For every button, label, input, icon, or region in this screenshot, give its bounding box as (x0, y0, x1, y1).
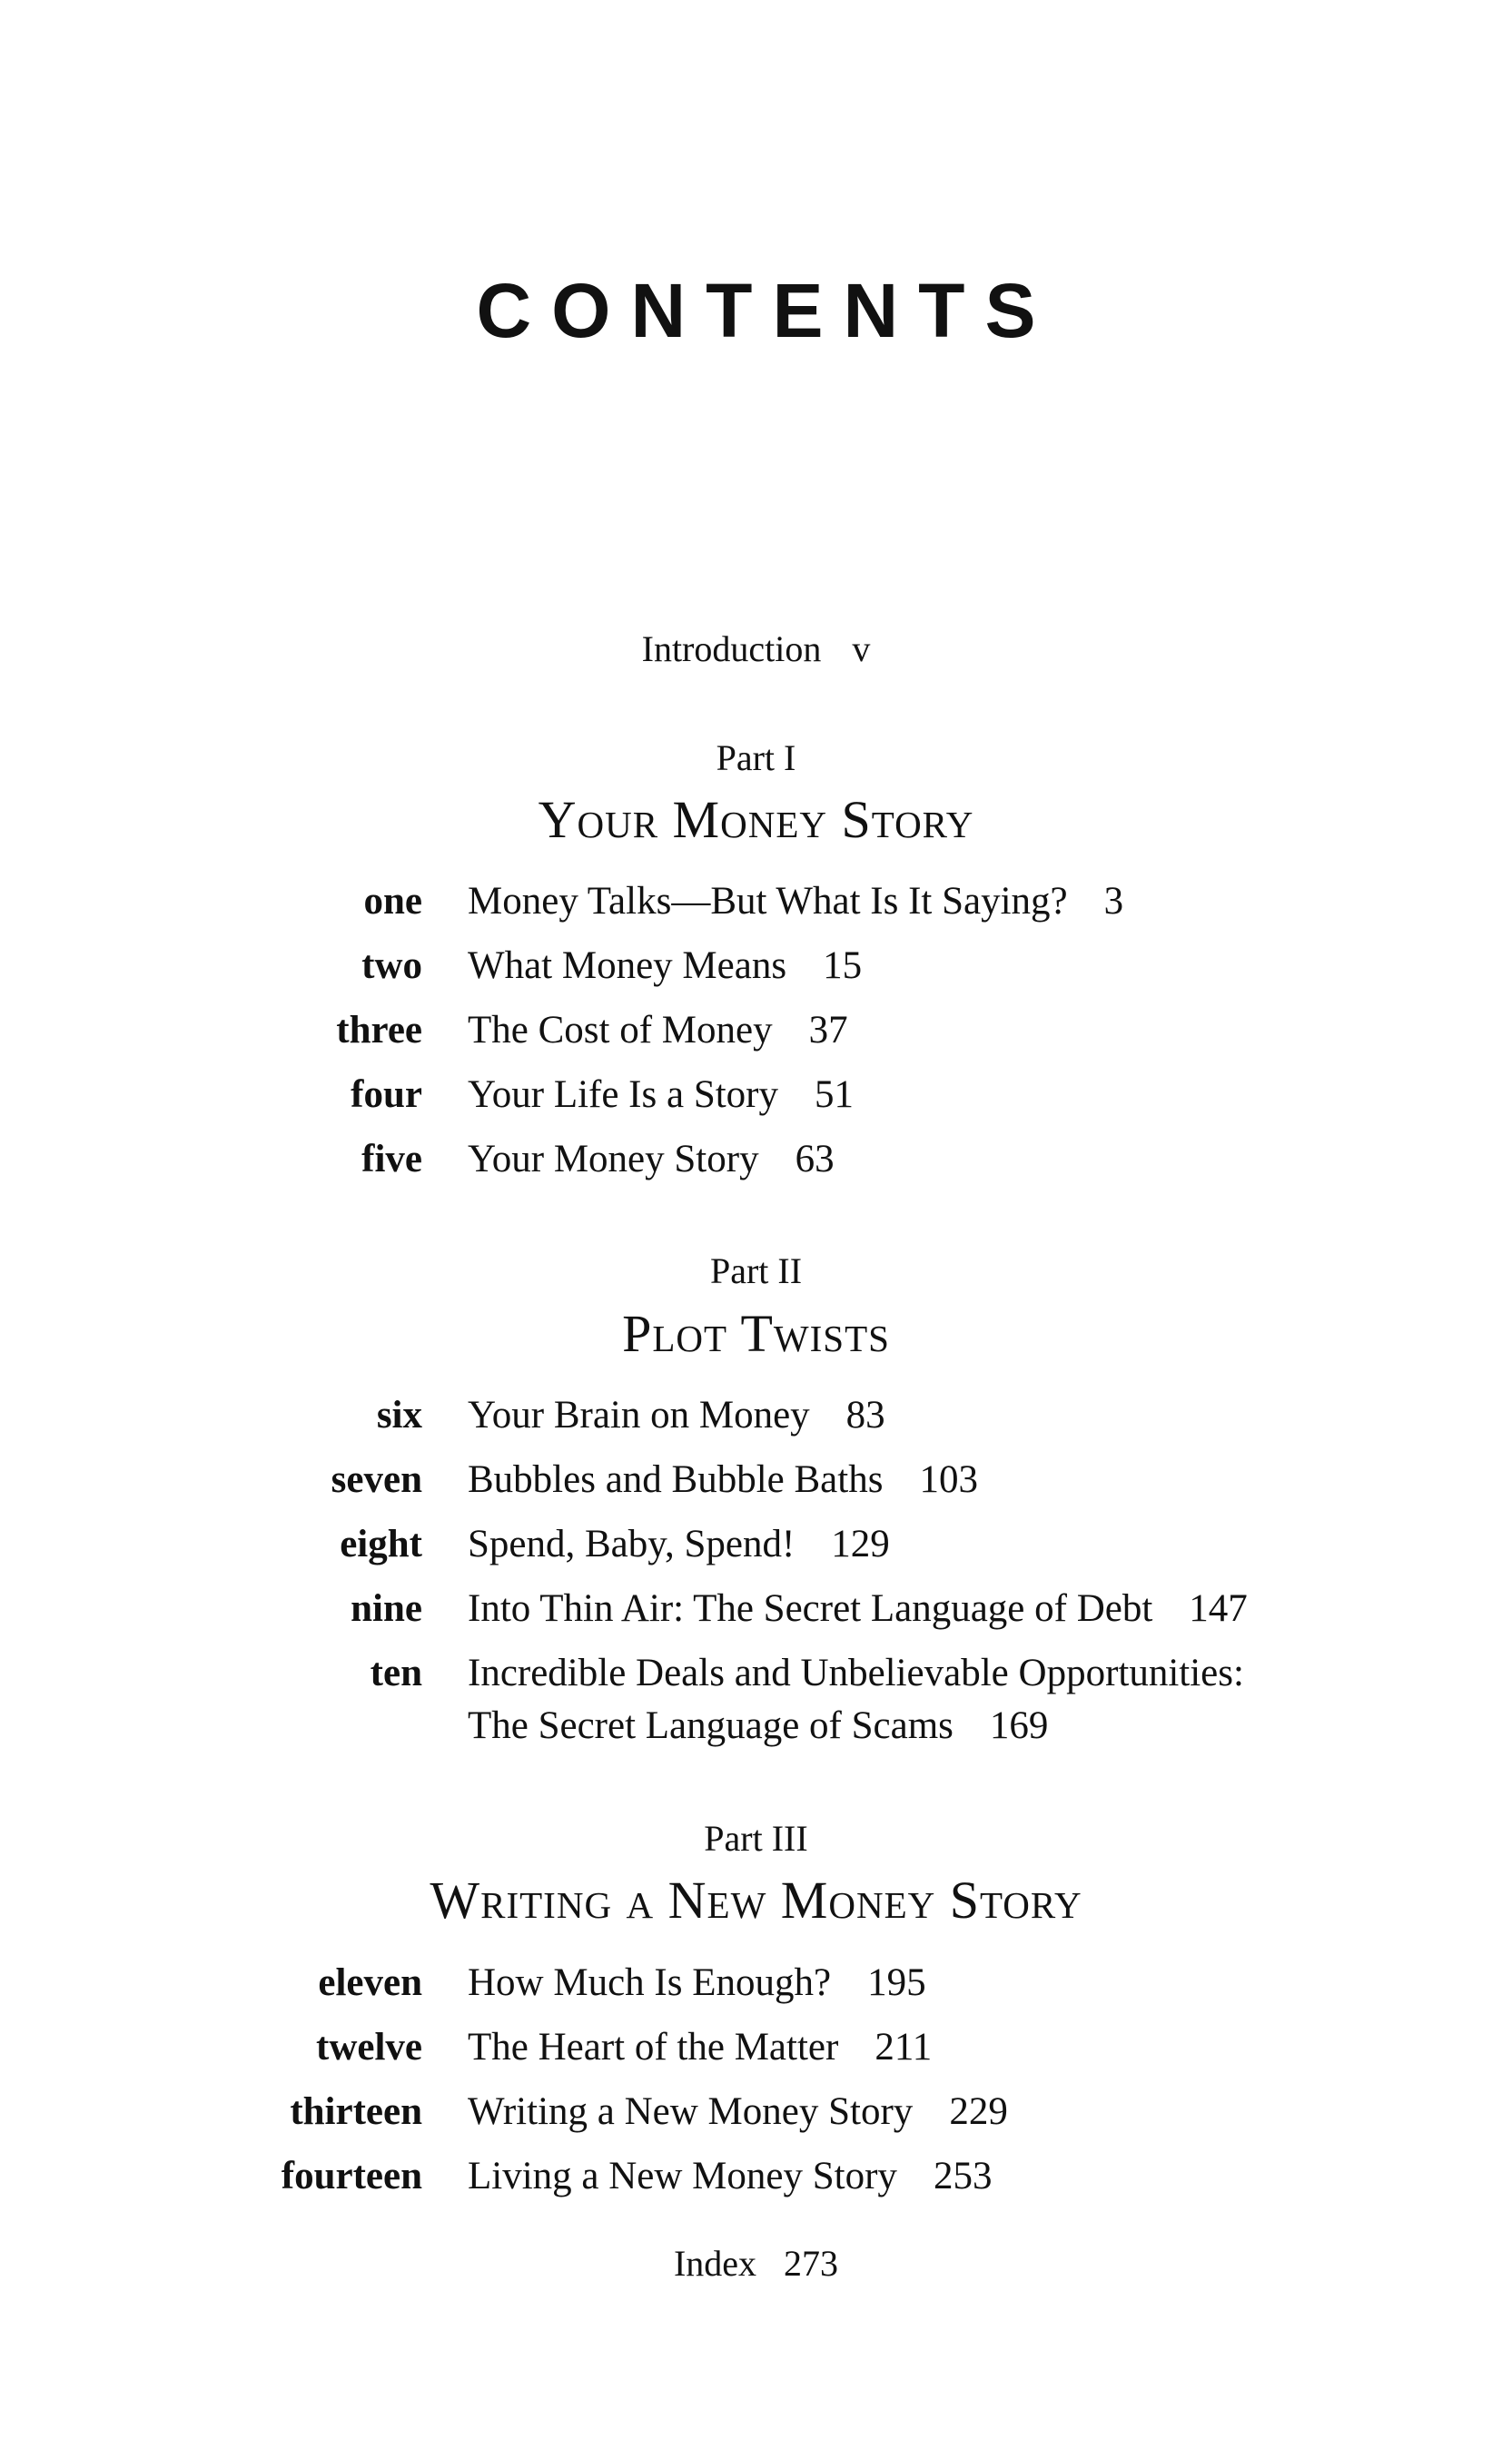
toc-entry-chapter-eleven[interactable] (0, 1957, 1512, 2021)
chapter-number: eight (340, 1523, 422, 1565)
part-3-chapter-list (0, 1957, 1512, 2215)
part-2-title: Plot Twists (622, 1304, 890, 1363)
index-label: Index (673, 2243, 757, 2284)
toc-entry-chapter-eight[interactable] (0, 1518, 1512, 1583)
chapter-page: 15 (823, 944, 863, 987)
chapter-title: Into Thin Air: The Secret Language of Debt (468, 1587, 1153, 1630)
chapter-title: Bubbles and Bubble Baths (468, 1458, 884, 1501)
chapter-title-continued: The Secret Language of Scams (468, 1704, 954, 1747)
chapter-page: 129 (831, 1523, 890, 1565)
chapter-page: 195 (867, 1961, 926, 2004)
chapter-number: thirteen (290, 2090, 422, 2133)
chapter-title: Living a New Money Story (468, 2155, 897, 2197)
chapter-title: Your Life Is a Story (468, 1073, 779, 1116)
chapter-number: four (351, 1073, 422, 1116)
chapter-number: three (336, 1009, 422, 1052)
chapter-number: one (363, 880, 422, 923)
part-3-label: Part III (704, 1818, 808, 1859)
toc-entry-chapter-twelve[interactable] (0, 2021, 1512, 2086)
introduction-label: Introduction (641, 628, 822, 669)
part-2-label: Part II (709, 1250, 803, 1291)
toc-entry-chapter-five[interactable] (0, 1133, 1512, 1198)
introduction-page: v (852, 628, 871, 669)
part-1-chapter-list (0, 875, 1512, 1198)
chapter-title: Spend, Baby, Spend! (468, 1523, 796, 1565)
chapter-page: 83 (845, 1394, 885, 1437)
chapter-page: 51 (815, 1073, 855, 1116)
chapter-page: 169 (989, 1704, 1049, 1747)
chapter-number: six (376, 1394, 422, 1437)
chapter-page: 103 (919, 1458, 978, 1501)
chapter-page: 147 (1189, 1587, 1248, 1630)
toc-entry-chapter-nine[interactable] (0, 1583, 1512, 1647)
index-page: 273 (784, 2243, 839, 2284)
part-3-title: Writing a New Money Story (430, 1871, 1082, 1930)
chapter-title: How Much Is Enough? (468, 1961, 832, 2004)
chapter-page: 211 (875, 2026, 933, 2069)
toc-entry-chapter-three[interactable] (0, 1004, 1512, 1069)
chapter-number: ten (370, 1652, 422, 1694)
chapter-title: The Heart of the Matter (468, 2026, 839, 2069)
toc-entry-chapter-four[interactable] (0, 1069, 1512, 1133)
chapter-title: Your Money Story (468, 1138, 759, 1180)
part-2-chapter-list (0, 1389, 1512, 1756)
chapter-page: 63 (795, 1138, 835, 1180)
chapter-number: five (361, 1138, 422, 1180)
chapter-page: 37 (808, 1009, 848, 1052)
chapter-title: What Money Means (468, 944, 787, 987)
toc-index[interactable] (0, 2241, 1512, 2286)
toc-introduction[interactable] (0, 627, 1512, 672)
toc-entry-chapter-ten[interactable] (0, 1647, 1512, 1756)
chapter-number: twelve (316, 2026, 422, 2069)
chapter-page: 229 (949, 2090, 1008, 2133)
chapter-number: fourteen (281, 2155, 422, 2197)
chapter-title: Your Brain on Money (468, 1394, 810, 1437)
chapter-number: nine (351, 1587, 422, 1630)
toc-entry-chapter-two[interactable] (0, 940, 1512, 1004)
toc-entry-chapter-one[interactable] (0, 875, 1512, 940)
chapter-number: seven (331, 1458, 422, 1501)
chapter-page: 253 (933, 2155, 993, 2197)
page-title: CONTENTS (476, 268, 1056, 353)
toc-entry-chapter-six[interactable] (0, 1389, 1512, 1454)
toc-entry-chapter-seven[interactable] (0, 1454, 1512, 1518)
chapter-title: Incredible Deals and Unbelievable Opportunities: (468, 1652, 1244, 1694)
chapter-number: two (361, 944, 422, 987)
part-1-title: Your Money Story (538, 790, 974, 849)
chapter-page: 3 (1103, 880, 1124, 923)
part-1-label: Part I (716, 737, 796, 778)
chapter-number: eleven (318, 1961, 422, 2004)
toc-entry-chapter-fourteen[interactable] (0, 2150, 1512, 2215)
chapter-title: Writing a New Money Story (468, 2090, 914, 2133)
toc-entry-chapter-thirteen[interactable] (0, 2086, 1512, 2150)
chapter-title: Money Talks—But What Is It Saying? (468, 880, 1068, 923)
chapter-title: The Cost of Money (468, 1009, 773, 1052)
